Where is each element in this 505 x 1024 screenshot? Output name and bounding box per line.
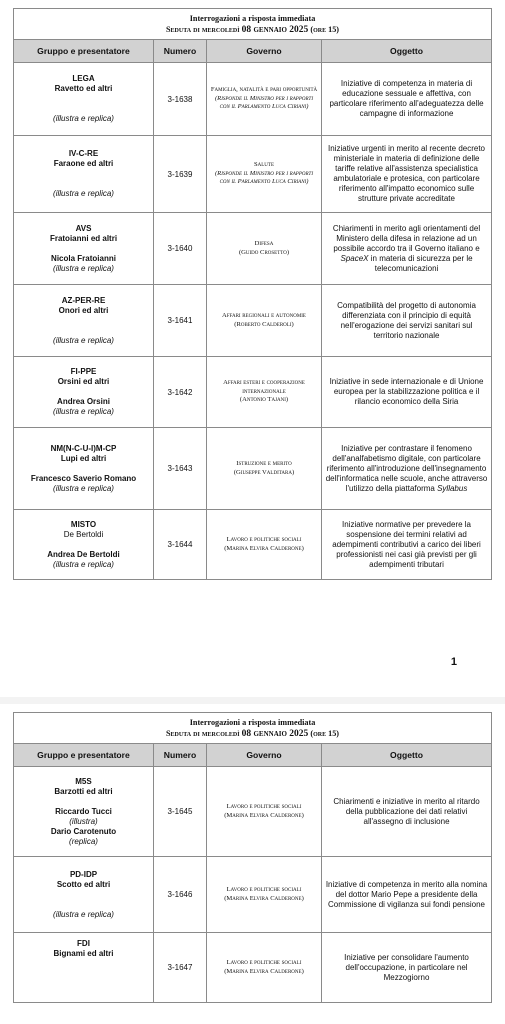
group-name: MISTO — [70, 519, 97, 529]
question-number: 3-1646 — [154, 857, 207, 933]
table-row — [14, 136, 492, 213]
presenter-role: (illustra e replica) — [53, 263, 114, 273]
presenter-name: Scotto ed altri — [56, 879, 111, 889]
group-name: FDI — [77, 939, 90, 948]
group-cell — [14, 357, 154, 428]
table-row — [14, 510, 492, 580]
speaker-name: Andrea Orsini — [57, 397, 110, 406]
ministry-name: Istruzione e merito — [236, 460, 292, 467]
group-cell — [14, 428, 154, 510]
group-name: FI-PPE — [70, 367, 97, 376]
minister-name: (Giuseppe Valditara) — [233, 468, 295, 476]
page-number: 1 — [450, 656, 457, 668]
session-date: 08 gennaio 2025 — [241, 728, 309, 739]
government-cell — [207, 136, 322, 213]
session-time: (ore 15) — [310, 728, 340, 738]
minister-name: (Roberto Calderoli) — [234, 320, 294, 328]
group-cell — [14, 857, 154, 933]
ministry-name: Lavoro e politiche sociali — [226, 536, 302, 543]
minister-name: (Marina Elvira Calderone) — [224, 967, 304, 975]
session-time: (ore 15) — [310, 24, 340, 34]
presenter-name: Lupi ed altri — [60, 453, 107, 463]
government-cell — [207, 510, 322, 580]
italic-term: Syllabus — [437, 483, 468, 493]
group-name: LEGA — [72, 74, 95, 83]
subject-cell: Iniziative urgenti in merito al recente decreto ministeriale in materia di definizione delle tariffe relative all'assistenza specialistica ambulatoriale e protesica, con particolare riferimento all'impatto economico sulle strutture private accreditate — [322, 136, 492, 213]
speaker-name: Riccardo Tucci — [55, 806, 112, 816]
minister-name: (Guido Crosetto) — [238, 248, 290, 256]
minister-name: (Marina Elvira Calderone) — [224, 544, 304, 552]
ministry-name: Salute — [253, 161, 275, 169]
table-row — [14, 357, 492, 428]
ministry-name: Lavoro e politiche sociali — [226, 803, 302, 810]
table-title — [14, 713, 492, 744]
presenter-name: Orsini ed altri — [57, 377, 110, 386]
speaker-name: Nicola Fratoianni — [51, 253, 116, 263]
ministry-name: Famiglia, natalità e pari opportunità — [210, 86, 318, 94]
presenter-name: Fratoianni ed altri — [49, 233, 118, 243]
presenter-name: Bignami ed altri — [53, 949, 114, 958]
subject-cell: Compatibilità del progetto di autonomia differenziata con il principio di equità nell'erogazione dei servizi sanitari sul territorio nazionale — [322, 285, 492, 357]
subject-cell: Iniziative normative per prevedere la sospensione dei termini relativi ad adempimenti contributivi a carico dei liberi professionisti nei casi già previsti per gli adempimenti tributari — [322, 510, 492, 580]
speaker-name-2: Dario Carotenuto — [50, 826, 117, 836]
presenter-role: (illustra e replica) — [53, 335, 114, 345]
government-cell — [207, 933, 322, 1003]
presenter-name: Onori ed altri — [58, 305, 109, 315]
government-cell — [207, 428, 322, 510]
presenter-name: Barzotti ed altri — [54, 786, 113, 796]
subject-cell: Iniziative per consolidare l'aumento dell'occupazione, in particolare nel Mezzogiorno — [322, 933, 492, 1003]
ministry-name: Lavoro e politiche sociali — [226, 959, 302, 966]
group-cell — [14, 213, 154, 285]
table-row — [14, 285, 492, 357]
minister-name: (Risponde il Ministro per i rapporti con il Parlamento Luca Ciriani) — [214, 169, 313, 186]
presenter-role: (illustra e replica) — [53, 114, 114, 123]
subject-cell: Chiarimenti in merito agli orientamenti del Ministero della difesa in relazione ad un possibile accordo tra il Governo italiano e SpaceX in materia di sicurezza per le telecomunicazioni — [322, 213, 492, 285]
column-header-group: Gruppo e presentatore — [14, 744, 154, 767]
presenter-role: (illustra e replica) — [53, 407, 114, 416]
presenter-role: (illustra) — [69, 816, 98, 826]
presenter-role: (illustra e replica) — [53, 559, 114, 569]
presenter-role: (illustra e replica) — [53, 189, 114, 198]
government-cell — [207, 213, 322, 285]
session-line: Seduta di mercoledì 08 gennaio 2025 (ore 15) — [166, 728, 340, 739]
ministry-name: Lavoro e politiche sociali — [226, 886, 302, 893]
minister-name: (Marina Elvira Calderone) — [224, 811, 304, 819]
speaker-name: Francesco Saverio Romano — [30, 473, 137, 483]
presenter-name: De Bertoldi — [63, 529, 104, 539]
question-number: 3-1638 — [154, 63, 207, 136]
column-header-subject: Oggetto — [322, 40, 492, 63]
table-row — [14, 857, 492, 933]
session-line: Seduta di mercoledì 08 gennaio 2025 (ore 15) — [166, 24, 340, 35]
presenter-role: (illustra e replica) — [53, 483, 114, 493]
government-cell — [207, 357, 322, 428]
presenter-name: Ravetto ed altri — [54, 84, 113, 93]
government-cell — [207, 857, 322, 933]
group-name: PD-IDP — [69, 869, 98, 879]
minister-name: (Marina Elvira Calderone) — [224, 894, 304, 902]
column-header-government: Governo — [207, 744, 322, 767]
column-header-number: Numero — [154, 40, 207, 63]
subject-cell: Iniziative di competenza in materia di educazione sessuale e affettiva, con particolare riferimento all'adeguatezza delle campagne di informazione — [322, 63, 492, 136]
column-header-government: Governo — [207, 40, 322, 63]
group-name: M5S — [75, 776, 92, 786]
speaker-name: Andrea De Bertoldi — [47, 549, 120, 559]
government-cell — [207, 285, 322, 357]
title-text: Interrogazioni a risposta immediata — [189, 13, 316, 23]
italic-term: SpaceX — [340, 253, 369, 263]
question-number: 3-1647 — [154, 933, 207, 1003]
document-page-2 — [0, 704, 505, 1024]
interrogations-table-page-2 — [13, 712, 492, 1003]
presenter-role: (illustra e replica) — [53, 909, 114, 919]
subject-cell: Iniziative di competenza in merito alla nomina del dottor Mario Pepe a presidente della Commissione di vigilanza sui fondi pensione — [322, 857, 492, 933]
presenter-role-2: (replica) — [69, 836, 98, 846]
interrogations-table-page-1 — [13, 8, 492, 580]
minister-name: (Risponde il Ministro per i rapporti con il Parlamento Luca Ciriani) — [214, 94, 313, 111]
group-name: IV-C-RE — [68, 149, 99, 158]
group-cell — [14, 285, 154, 357]
group-cell — [14, 510, 154, 580]
ministry-name: Difesa — [254, 240, 274, 247]
table-row — [14, 767, 492, 857]
session-date: 08 gennaio 2025 — [241, 24, 309, 35]
column-header-number: Numero — [154, 744, 207, 767]
column-header-subject: Oggetto — [322, 744, 492, 767]
question-number: 3-1639 — [154, 136, 207, 213]
question-number: 3-1642 — [154, 357, 207, 428]
minister-name: (Antonio Tajani) — [239, 396, 289, 404]
table-row — [14, 213, 492, 285]
table-row — [14, 428, 492, 510]
group-name: AZ-PER-RE — [61, 295, 106, 305]
question-number: 3-1643 — [154, 428, 207, 510]
group-cell — [14, 933, 154, 1003]
table-row — [14, 933, 492, 1003]
group-name: AVS — [75, 223, 92, 233]
title-text: Interrogazioni a risposta immediata — [189, 717, 316, 727]
question-number: 3-1644 — [154, 510, 207, 580]
table-title — [14, 9, 492, 40]
ministry-name: Affari esteri e cooperazione internazionale — [223, 379, 305, 395]
government-cell — [207, 63, 322, 136]
government-cell — [207, 767, 322, 857]
question-number: 3-1640 — [154, 213, 207, 285]
subject-cell: Iniziative per contrastare il fenomeno dell'analfabetismo digitale, con particolare riferimento all'introduzione dell'insegnamento dell'informatica nelle scuole, anche attraverso l'utilizzo della piattaforma Syllabus — [322, 428, 492, 510]
group-cell — [14, 136, 154, 213]
question-number: 3-1645 — [154, 767, 207, 857]
subject-cell: Chiarimenti e iniziative in merito al ritardo della pubblicazione dei dati relativi all'assegno di inclusione — [322, 767, 492, 857]
subject-cell: Iniziative in sede internazionale e di Unione europea per la stabilizzazione politica e il rilancio economico della Siria — [322, 357, 492, 428]
group-cell — [14, 767, 154, 857]
group-name: NM(N-C-U-I)M-CP — [50, 443, 117, 453]
column-header-group: Gruppo e presentatore — [14, 40, 154, 63]
ministry-name: Affari regionali e autonomie — [222, 312, 306, 319]
question-number: 3-1641 — [154, 285, 207, 357]
table-row — [14, 63, 492, 136]
presenter-name: Faraone ed altri — [53, 159, 114, 168]
group-cell — [14, 63, 154, 136]
